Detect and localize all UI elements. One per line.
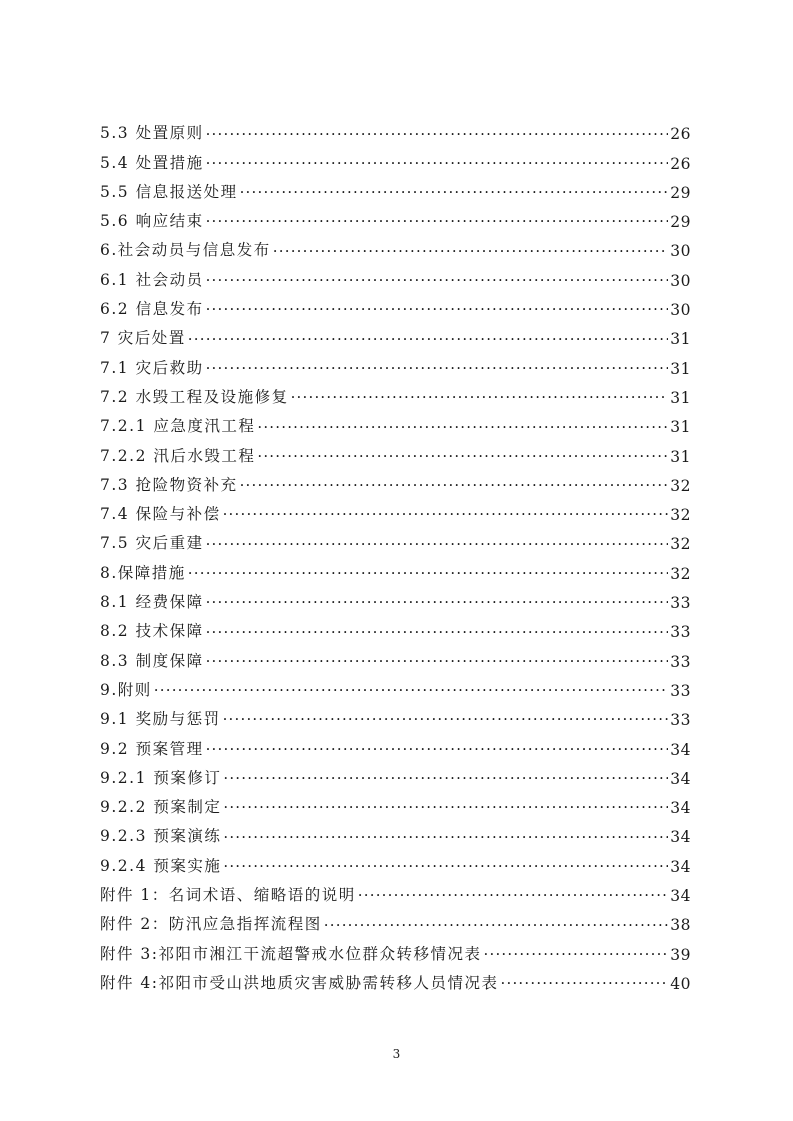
toc-leader-dots xyxy=(206,125,669,144)
toc-entry-title: 7.5 灾后重建 xyxy=(100,534,204,553)
toc-entry[interactable] xyxy=(100,876,691,905)
toc-entry[interactable] xyxy=(100,436,691,465)
toc-entry-page: 33 xyxy=(670,711,691,730)
toc-entry[interactable] xyxy=(100,553,691,582)
toc-leader-dots xyxy=(206,300,669,319)
toc-entry-page: 29 xyxy=(670,213,691,232)
toc-entry-title: 8.保障措施 xyxy=(100,563,186,582)
toc-entry-page: 32 xyxy=(670,506,691,525)
toc-entry-page: 26 xyxy=(670,125,691,144)
toc-entry-title: 附件 1：名词术语、缩略语的说明 xyxy=(100,886,356,905)
table-of-contents xyxy=(100,114,691,993)
toc-leader-dots xyxy=(206,623,669,642)
toc-entry-title: 5.6 响应结束 xyxy=(100,212,204,231)
toc-entry[interactable] xyxy=(100,788,691,817)
toc-entry-title: 5.5 信息报送处理 xyxy=(100,182,238,201)
toc-entry[interactable] xyxy=(100,466,691,495)
toc-entry[interactable] xyxy=(100,348,691,377)
toc-entry-page: 30 xyxy=(670,271,691,290)
toc-entry[interactable] xyxy=(100,319,691,348)
toc-entry-title: 7.2.1 应急度汛工程 xyxy=(100,417,256,436)
toc-entry-title: 7.2.2 汛后水毁工程 xyxy=(100,446,256,465)
toc-leader-dots xyxy=(223,799,668,818)
toc-entry-title: 6.社会动员与信息发布 xyxy=(100,241,271,260)
toc-entry[interactable] xyxy=(100,202,691,231)
toc-leader-dots xyxy=(501,974,669,993)
toc-entry-page: 30 xyxy=(670,242,691,261)
toc-leader-dots xyxy=(206,271,669,290)
toc-entry-title: 8.3 制度保障 xyxy=(100,651,204,670)
toc-entry-page: 33 xyxy=(670,594,691,613)
toc-entry[interactable] xyxy=(100,846,691,875)
toc-entry-title: 7.2 水毁工程及设施修复 xyxy=(100,387,289,406)
toc-leader-dots xyxy=(206,535,669,554)
toc-entry[interactable] xyxy=(100,671,691,700)
toc-entry-page: 40 xyxy=(670,974,691,993)
toc-entry-page: 29 xyxy=(670,183,691,202)
toc-leader-dots xyxy=(257,418,668,437)
toc-leader-dots xyxy=(484,945,669,964)
toc-entry-title: 6.2 信息发布 xyxy=(100,300,204,319)
toc-entry[interactable] xyxy=(100,729,691,758)
toc-entry-title: 5.4 处置措施 xyxy=(100,153,204,172)
toc-leader-dots xyxy=(223,828,668,847)
toc-entry-page: 31 xyxy=(670,418,691,437)
toc-entry-title: 9.1 奖励与惩罚 xyxy=(100,710,221,729)
toc-entry-title: 附件 2：防汛应急指挥流程图 xyxy=(100,915,322,934)
toc-leader-dots xyxy=(206,593,669,612)
toc-leader-dots xyxy=(206,359,669,378)
toc-entry-page: 33 xyxy=(670,623,691,642)
toc-entry-page: 39 xyxy=(670,945,691,964)
toc-leader-dots xyxy=(273,242,668,261)
toc-entry-page: 34 xyxy=(670,828,691,847)
toc-entry-page: 32 xyxy=(670,535,691,554)
toc-entry[interactable] xyxy=(100,407,691,436)
toc-entry-title: 9.2.3 预案演练 xyxy=(100,827,222,846)
toc-leader-dots xyxy=(206,154,669,173)
toc-entry-page: 33 xyxy=(670,681,691,700)
toc-entry[interactable] xyxy=(100,817,691,846)
toc-leader-dots xyxy=(206,213,669,232)
toc-leader-dots xyxy=(188,330,668,349)
toc-entry-page: 31 xyxy=(670,359,691,378)
toc-entry-page: 38 xyxy=(670,916,691,935)
toc-leader-dots xyxy=(154,681,668,700)
toc-entry[interactable] xyxy=(100,495,691,524)
toc-entry[interactable] xyxy=(100,114,691,143)
toc-leader-dots xyxy=(324,916,668,935)
toc-entry-page: 32 xyxy=(670,476,691,495)
toc-entry-title: 7.1 灾后救助 xyxy=(100,358,204,377)
toc-entry-title: 9.2.4 预案实施 xyxy=(100,856,222,875)
toc-entry[interactable] xyxy=(100,260,691,289)
toc-entry-title: 附件 4:祁阳市受山洪地质灾害威胁需转移人员情况表 xyxy=(100,973,499,992)
toc-entry-title: 6.1 社会动员 xyxy=(100,270,204,289)
toc-leader-dots xyxy=(223,506,669,525)
toc-entry-page: 31 xyxy=(670,447,691,466)
toc-leader-dots xyxy=(240,183,669,202)
toc-entry-page: 30 xyxy=(670,301,691,320)
toc-entry-title: 7 灾后处置 xyxy=(100,329,186,348)
toc-entry[interactable] xyxy=(100,378,691,407)
toc-entry-title: 附件 3:祁阳市湘江干流超警戒水位群众转移情况表 xyxy=(100,944,482,963)
toc-entry-title: 8.1 经费保障 xyxy=(100,593,204,612)
toc-entry[interactable] xyxy=(100,759,691,788)
toc-leader-dots xyxy=(188,564,668,583)
toc-entry-title: 7.3 抢险物资补充 xyxy=(100,475,238,494)
toc-entry-page: 31 xyxy=(670,330,691,349)
toc-entry-title: 9.2.2 预案制定 xyxy=(100,798,222,817)
toc-entry[interactable] xyxy=(100,231,691,260)
toc-entry-page: 31 xyxy=(670,388,691,407)
toc-leader-dots xyxy=(206,740,669,759)
toc-entry[interactable] xyxy=(100,641,691,670)
toc-leader-dots xyxy=(223,711,669,730)
toc-leader-dots xyxy=(358,886,668,905)
toc-leader-dots xyxy=(206,652,669,671)
toc-leader-dots xyxy=(257,447,668,466)
toc-entry[interactable] xyxy=(100,583,691,612)
toc-leader-dots xyxy=(223,769,668,788)
page-number: 3 xyxy=(392,1047,401,1061)
toc-entry[interactable] xyxy=(100,934,691,963)
toc-entry[interactable] xyxy=(100,905,691,934)
toc-entry[interactable] xyxy=(100,173,691,202)
toc-entry[interactable] xyxy=(100,612,691,641)
toc-entry-page: 34 xyxy=(670,799,691,818)
toc-entry[interactable] xyxy=(100,964,691,993)
toc-entry-title: 7.4 保险与补偿 xyxy=(100,505,221,524)
toc-entry-page: 32 xyxy=(670,564,691,583)
toc-leader-dots xyxy=(240,476,669,495)
toc-entry-page: 33 xyxy=(670,652,691,671)
toc-leader-dots xyxy=(223,857,668,876)
toc-entry-page: 34 xyxy=(670,857,691,876)
toc-entry[interactable] xyxy=(100,143,691,172)
toc-entry[interactable] xyxy=(100,524,691,553)
toc-leader-dots xyxy=(291,388,669,407)
toc-entry-title: 9.2.1 预案修订 xyxy=(100,768,222,787)
toc-entry-page: 26 xyxy=(670,154,691,173)
toc-entry[interactable] xyxy=(100,700,691,729)
toc-entry-title: 9.附则 xyxy=(100,680,152,699)
toc-entry-title: 5.3 处置原则 xyxy=(100,124,204,143)
toc-entry-title: 8.2 技术保障 xyxy=(100,622,204,641)
toc-entry-title: 9.2 预案管理 xyxy=(100,739,204,758)
toc-entry-page: 34 xyxy=(670,769,691,788)
toc-entry[interactable] xyxy=(100,290,691,319)
toc-entry-page: 34 xyxy=(670,887,691,906)
toc-entry-page: 34 xyxy=(670,740,691,759)
